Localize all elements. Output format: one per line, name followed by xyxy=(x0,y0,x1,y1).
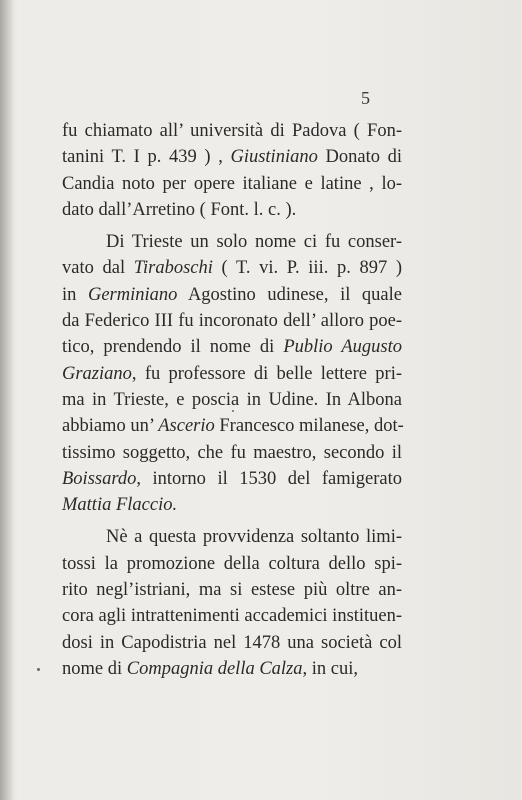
text-line xyxy=(62,118,402,144)
text-segment: nome di xyxy=(62,658,127,679)
text-line xyxy=(62,361,402,387)
page-spine-shadow xyxy=(0,0,14,800)
text-segment: rito negl’istriani, ma si estese più oltre an- xyxy=(62,580,402,601)
text-line xyxy=(62,656,402,682)
text-segment: tico, prendendo il nome di xyxy=(62,337,284,358)
text-segment: abbiamo un’ xyxy=(62,416,159,437)
text-line xyxy=(62,229,402,255)
italic-text: Germiniano xyxy=(87,284,178,305)
text-line xyxy=(62,413,402,439)
italic-text: Giustiniano xyxy=(230,147,318,168)
text-line xyxy=(62,440,402,466)
text-line xyxy=(62,197,402,223)
italic-text: Graziano xyxy=(62,363,132,384)
text-line xyxy=(62,577,402,603)
text-line xyxy=(62,282,402,308)
text-segment: in xyxy=(62,284,88,305)
italic-text: Boissardo xyxy=(62,468,137,489)
text-line xyxy=(62,603,402,629)
italic-text: Compagnia della Calza xyxy=(126,658,303,679)
text-line xyxy=(62,308,402,334)
text-segment: ( T. vi. P. iii. p. 897 ) xyxy=(212,258,403,279)
text-line xyxy=(62,171,402,197)
text-line xyxy=(62,144,402,170)
body-text xyxy=(62,118,402,682)
text-line xyxy=(62,630,402,656)
text-segment: Francesco milanese, dot- xyxy=(214,416,404,437)
text-segment: , fu professore di belle lettere pri- xyxy=(131,363,402,384)
text-segment: tissimo soggetto, che fu maestro, secondo il xyxy=(62,442,402,463)
text-segment: Agostino udinese, il quale xyxy=(177,284,402,305)
text-line xyxy=(62,524,402,550)
text-segment: ma in Trieste, e poscia in Udine. In Albona xyxy=(62,389,402,410)
text-line xyxy=(62,466,402,492)
text-segment: dato dall’Arretino ( Font. l. c. ). xyxy=(62,199,297,220)
text-segment: , intorno il 1530 del famigerato xyxy=(136,468,402,489)
paper-speck xyxy=(232,410,234,412)
italic-text: Publio Augusto xyxy=(283,337,402,358)
text-segment: cora agli intrattenimenti accademici instituen- xyxy=(62,606,403,627)
paper-speck xyxy=(37,668,40,671)
text-segment: vato dal xyxy=(62,258,134,279)
text-segment: tanini T. I p. 439 ) , xyxy=(62,147,231,168)
text-segment: Donato di xyxy=(317,147,402,168)
text-line xyxy=(62,492,402,518)
text-segment: , in cui, xyxy=(302,658,359,679)
text-segment: fu chiamato all’ università di Padova ( Fon- xyxy=(62,121,402,141)
text-segment: Di Trieste un solo nome ci fu conser- xyxy=(106,232,402,253)
text-segment: da Federico III fu incoronato dell’ alloro poe- xyxy=(62,311,402,332)
italic-text: Ascerio xyxy=(158,416,215,437)
italic-text: Mattia Flaccio. xyxy=(62,495,178,516)
text-segment: Candia noto per opere italiane e latine , lo- xyxy=(62,173,402,194)
italic-text: Tiraboschi xyxy=(133,258,213,279)
text-segment: dosi in Capodistria nel 1478 una società col xyxy=(62,632,402,653)
text-line xyxy=(62,255,402,281)
text-segment: Nè a questa provvidenza soltanto limi- xyxy=(106,527,402,548)
text-line xyxy=(62,334,402,360)
page-number: 5 xyxy=(361,88,370,108)
text-line xyxy=(62,551,402,577)
text-segment: tossi la promozione della coltura dello spi- xyxy=(62,553,402,574)
